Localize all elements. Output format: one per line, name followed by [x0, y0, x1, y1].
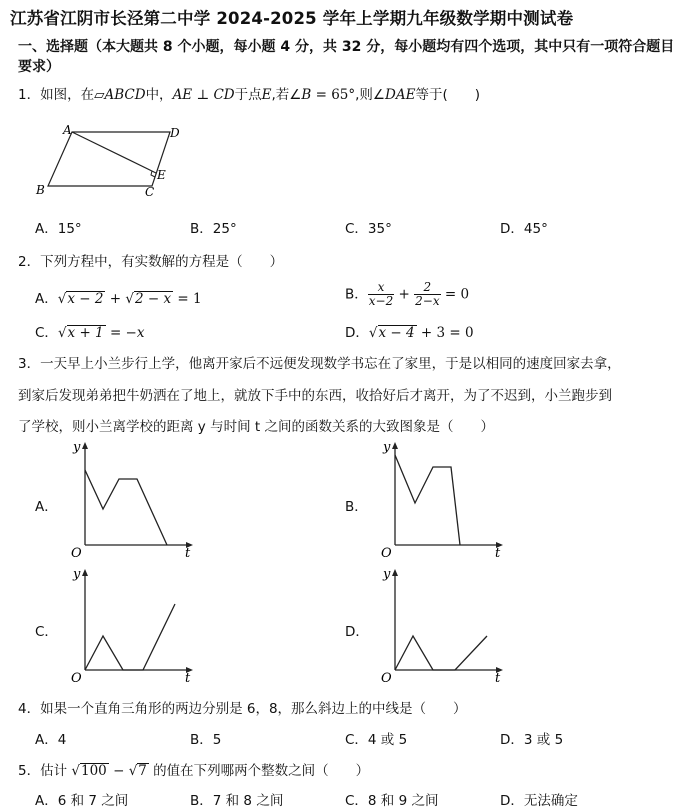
origin-label: O — [71, 546, 82, 560]
q4-option-c[interactable]: C．4 或 5 — [345, 732, 408, 748]
axis-label-y: y — [383, 567, 391, 582]
axis-label-t: t — [495, 671, 501, 686]
q5-option-c[interactable]: C．8 和 9 之间 — [345, 793, 439, 809]
question-4-stem: 4．如果一个直角三角形的两边分别是 6，8，那么斜边上的中线是（ ） — [18, 701, 467, 717]
graph-a — [65, 435, 200, 560]
q5-option-a[interactable]: A．6 和 7 之间 — [35, 793, 129, 809]
q4-option-a[interactable]: A．4 — [35, 732, 67, 748]
q4-option-d[interactable]: D．3 或 5 — [500, 732, 564, 748]
question-2-stem: 2．下列方程中，有实数解的方程是（ ） — [18, 254, 284, 270]
vertex-label-a: A — [63, 123, 72, 137]
q3-option-a[interactable]: A． — [35, 499, 58, 515]
axis-label-y: y — [383, 440, 391, 455]
q2-option-b[interactable]: B． $\frac{x}{x-2}$ + $\frac{2}{2-x}$ = 0 — [345, 280, 470, 308]
question-3-line-2: 到家后发现弟弟把牛奶洒在了地上，就放下手中的东西，收拾好后才离开，为了不迟到，小兰跑步到 — [18, 388, 612, 404]
q5-option-b[interactable]: B．7 和 8 之间 — [190, 793, 284, 809]
q3-option-c[interactable]: C． — [35, 624, 58, 640]
axis-label-t: t — [185, 671, 191, 686]
q5-option-d[interactable]: D．无法确定 — [500, 793, 578, 809]
axis-label-t: t — [185, 546, 191, 560]
q1-option-b[interactable]: B．25° — [190, 221, 237, 237]
question-3-line-3: 了学校，则小兰离学校的距离 y 与时间 t 之间的函数关系的大致图象是（ ） — [18, 419, 494, 435]
q4-option-b[interactable]: B．5 — [190, 732, 222, 748]
axis-label-y: y — [73, 567, 81, 582]
graph-b — [375, 435, 510, 560]
question-1-stem: 1．如图，在▱ABCD中，AE ⊥ CD于点E,若∠B = 65°,则∠DAE等于( ) — [18, 87, 481, 103]
q2-option-d[interactable]: D．√x − 4 + 3 = 0 — [345, 325, 474, 341]
question-3-line-1: 3．一天早上小兰步行上学，他离开家后不远便发现数学书忘在了家里，于是以相同的速度回家去拿， — [18, 356, 621, 372]
q2-option-a[interactable]: A．√x − 2 + √2 − x = 1 — [35, 291, 202, 307]
graph-d — [375, 562, 510, 687]
q3-option-d[interactable]: D． — [345, 624, 369, 640]
vertex-label-c: C — [145, 185, 155, 199]
origin-label: O — [381, 671, 392, 686]
parallelogram-figure — [30, 122, 190, 202]
q1-option-c[interactable]: C．35° — [345, 221, 392, 237]
origin-label: O — [71, 671, 82, 686]
vertex-label-d: D — [170, 126, 180, 140]
q1-option-d[interactable]: D．45° — [500, 221, 548, 237]
q2-option-c[interactable]: C．√x + 1 = −x — [35, 325, 145, 341]
question-5-stem: 5．估计 √100 − √7 的值在下列哪两个整数之间（ ） — [18, 763, 370, 779]
section-heading: 一、选择题（本大题共 8 个小题，每小题 4 分，共 32 分，每小题均有四个选项，其中只有一项符合题目要求） — [18, 39, 675, 75]
vertex-label-b: B — [36, 183, 45, 197]
graph-c — [65, 562, 200, 687]
axis-label-t: t — [495, 546, 501, 560]
q3-option-b[interactable]: B． — [345, 499, 368, 515]
axis-label-y: y — [73, 440, 81, 455]
page-title: 江苏省江阴市长泾第二中学 2024-2025 学年上学期九年级数学期中测试卷 — [10, 9, 574, 28]
point-label-e: E — [157, 168, 166, 182]
origin-label: O — [381, 546, 392, 560]
q1-option-a[interactable]: A．15° — [35, 221, 82, 237]
